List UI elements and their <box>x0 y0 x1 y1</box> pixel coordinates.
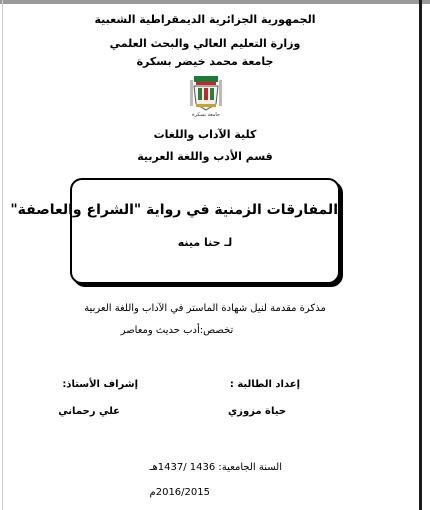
department-name: قسم الأدب واللغة العربية <box>137 150 273 163</box>
specialization: تخصص:أدب حديث ومعاصر <box>120 325 234 336</box>
thesis-title: المفارقات الزمنية في رواية "الشراع والعاصفة" <box>10 202 338 218</box>
ministry-name: وزارة التعليم العالي والبحث العلمي <box>109 37 301 50</box>
academic-year-hijri: السنة الجامعية: 1436 /1437هـ <box>149 462 282 473</box>
title-box <box>10 178 340 284</box>
novel-author: لـ حنا مينه <box>177 236 233 249</box>
university-name: جامعة محمد خيضر بسكرة <box>136 55 274 68</box>
university-logo-icon <box>186 74 226 118</box>
supervisor-name: علي رحماني <box>58 406 120 417</box>
memo-description: مذكرة مقدمة لنيل شهادة الماستر في الآداب واللغة العربية <box>84 303 326 314</box>
prepared-by-label: إعداد الطالبة : <box>229 379 300 390</box>
student-name: حياة مزوزي <box>228 406 286 417</box>
logo-caption: جامعة بسكرة <box>192 112 220 118</box>
supervisor-label: إشراف الأستاذ: <box>62 379 138 390</box>
republic-name: الجمهورية الجزائرية الديمقراطية الشعبية <box>94 13 316 26</box>
academic-year-gregorian: 2016/2015م <box>149 487 210 498</box>
faculty-name: كلية الآداب واللغات <box>153 128 257 141</box>
right-border <box>419 0 422 510</box>
